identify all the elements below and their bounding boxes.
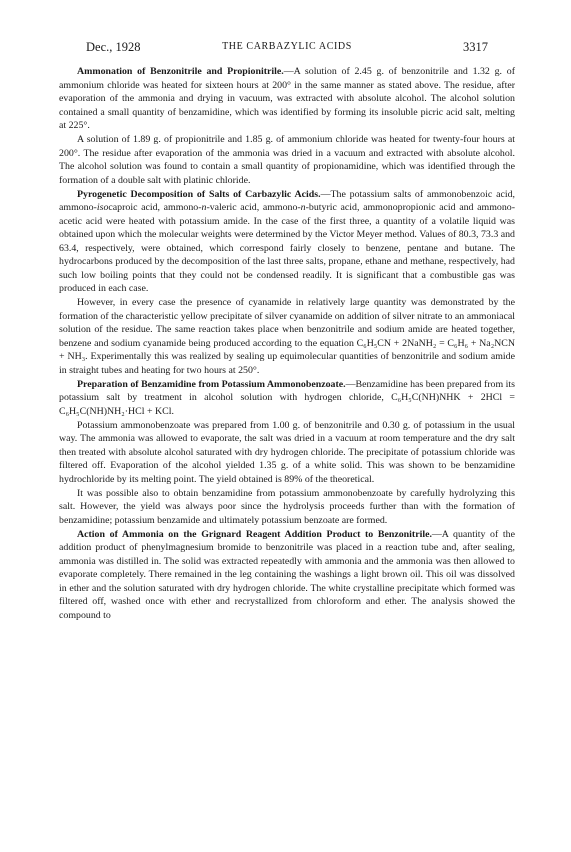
paragraph-text: caproic acid, ammono-: [108, 202, 202, 213]
paragraph-text: Potassium ammonobenzoate was prepared from 1.00 g. of benzonitrile and 0.30 g. of potassium in the usual way. The ammonia was allowed to evaporate, the salt was dried in a vacuum at room temperature and the dry salt then treated with absolute alcohol saturated with dry hydrogen chloride. The precipitate of potassium chloride was filtered off. Evaporation of the alcohol yielded 1.35 g. of a white solid. This was shown to be benzamidine hydrochloride by its melting point. The yield obtained is 89% of the theoretical.: [59, 419, 515, 485]
paragraph-hydrolysis: [59, 487, 515, 528]
paragraph-benzamidine-prep: [59, 378, 515, 419]
paragraph-pyrogenetic: [59, 188, 515, 296]
paragraph-text: -valeric acid, ammono-: [206, 202, 301, 213]
italic-prefix: iso: [96, 202, 109, 213]
paragraph-cyanamide: [59, 296, 515, 377]
paragraph-text: However, in every case the presence of cyanamide in relatively large quantity was demonstrated by the formation of the characteristic yellow precipitate of silver cyanamide on addition of silver nitrate to an ammoniacal solution of the residue. The same reaction takes place when benzonitrile and sodium amide are heated together, benzene and sodium cyanamide being produced according to the equation C₆H₅CN + 2NaNH₂ = C₆H₆ + Na₂NCN + NH₃. Experimentally this was realized by sealing up equimolecular quantities of benzonitrile and sodium amide in straight tubes and heating for two hours at 250°.: [59, 297, 515, 376]
paragraph-ammonobenzoate: [59, 419, 515, 487]
running-header: [86, 40, 488, 56]
section-heading: Ammonation of Benzonitrile and Propionitrile.: [77, 66, 284, 77]
paragraph-grignard: [59, 528, 515, 623]
section-heading: Preparation of Benzamidine from Potassium Ammonobenzoate.: [77, 378, 346, 390]
issue-date: Dec., 1928: [86, 40, 141, 54]
paragraph-text: —Benzamidine has been prepared from its potassium salt by treatment in alcohol solution with hydrogen chloride, C₆H₅C(NH)NHK + 2HCl = C₆H₅C(NH)NH₂·HCl + KCl.: [59, 378, 515, 417]
paragraph-text: It was possible also to obtain benzamidine from potassium ammonobenzoate by carefully hydrolyzing this salt. However, the yield was always poor since the hydrolysis proceeds further than with the formation of benzamidine; potassium benzamide and ultimately potassium benzoate are formed.: [59, 487, 515, 526]
italic-prefix: n: [201, 202, 207, 213]
running-title: THE CARBAZYLIC ACIDS: [222, 41, 352, 52]
article-body: [59, 65, 515, 622]
italic-prefix: n: [300, 202, 306, 213]
paragraph-text: —The potassium salts of ammonobenzoic acid, ammono-: [59, 188, 515, 213]
paragraph-text: A solution of 1.89 g. of propionitrile and 1.85 g. of ammonium chloride was heated for twenty-four hours at 200°. The residue after evaporation of the ammonia was dried in a vacuum and extracted with absolute alcohol. The alcohol solution was found to contain a small quantity of propionamidine, which was identified through the formation of a double salt with platinic chloride.: [59, 134, 515, 186]
section-heading: Action of Ammonia on the Grignard Reagent Addition Product to Benzonitrile.: [77, 528, 432, 540]
paragraph-text: -butyric acid, ammonopropionic acid and ammono-acetic acid were heated with potassium amide. In the case of the first three, a quantity of a volatile liquid was obtained upon which the molecular weights were determined by the Victor Meyer method. Values of 80.3, 73.3 and 63.4, respectively, were obtained, which correspond fairly closely to benzene, pentane and butane. The hydrocarbons produced by the decomposition of the last three salts, propane, ethane and methane, respectively, had such low boiling points that they could not be condensed readily. It is significant that a combustible gas was produced in each case.: [59, 202, 515, 294]
paragraph-propionitrile: [59, 133, 515, 187]
paragraph-ammonation: [59, 65, 515, 133]
page-number: 3317: [463, 40, 488, 54]
paragraph-text: —A solution of 2.45 g. of benzonitrile and 1.32 g. of ammonium chloride was heated for sixteen hours at 200° in the same manner as stated above. The residue, after evaporation of the ammonia and drying in vacuum, was extracted with absolute alcohol. The alcohol solution contained a small quantity of benzamidine, which was identified by forming its insoluble picric acid salt, melting at 225°.: [59, 66, 515, 131]
section-heading: Pyrogenetic Decomposition of Salts of Carbazylic Acids.: [77, 188, 321, 200]
paragraph-text: —A quantity of the addition product of phenylmagnesium bromide to benzonitrile was placed in a reaction tube and, after sealing, ammonia was distilled in. The solid was extracted repeatedly with ammonia and the ammonia was then allowed to evaporate completely. There remained in the leg containing the washings a light brown oil. This oil was dissolved in ether and the solution saturated with dry hydrogen chloride. The white crystalline precipitate which formed was filtered off, washed once with ether and recrystallized from chloroform and ether. The analysis showed the compound to: [59, 528, 515, 621]
